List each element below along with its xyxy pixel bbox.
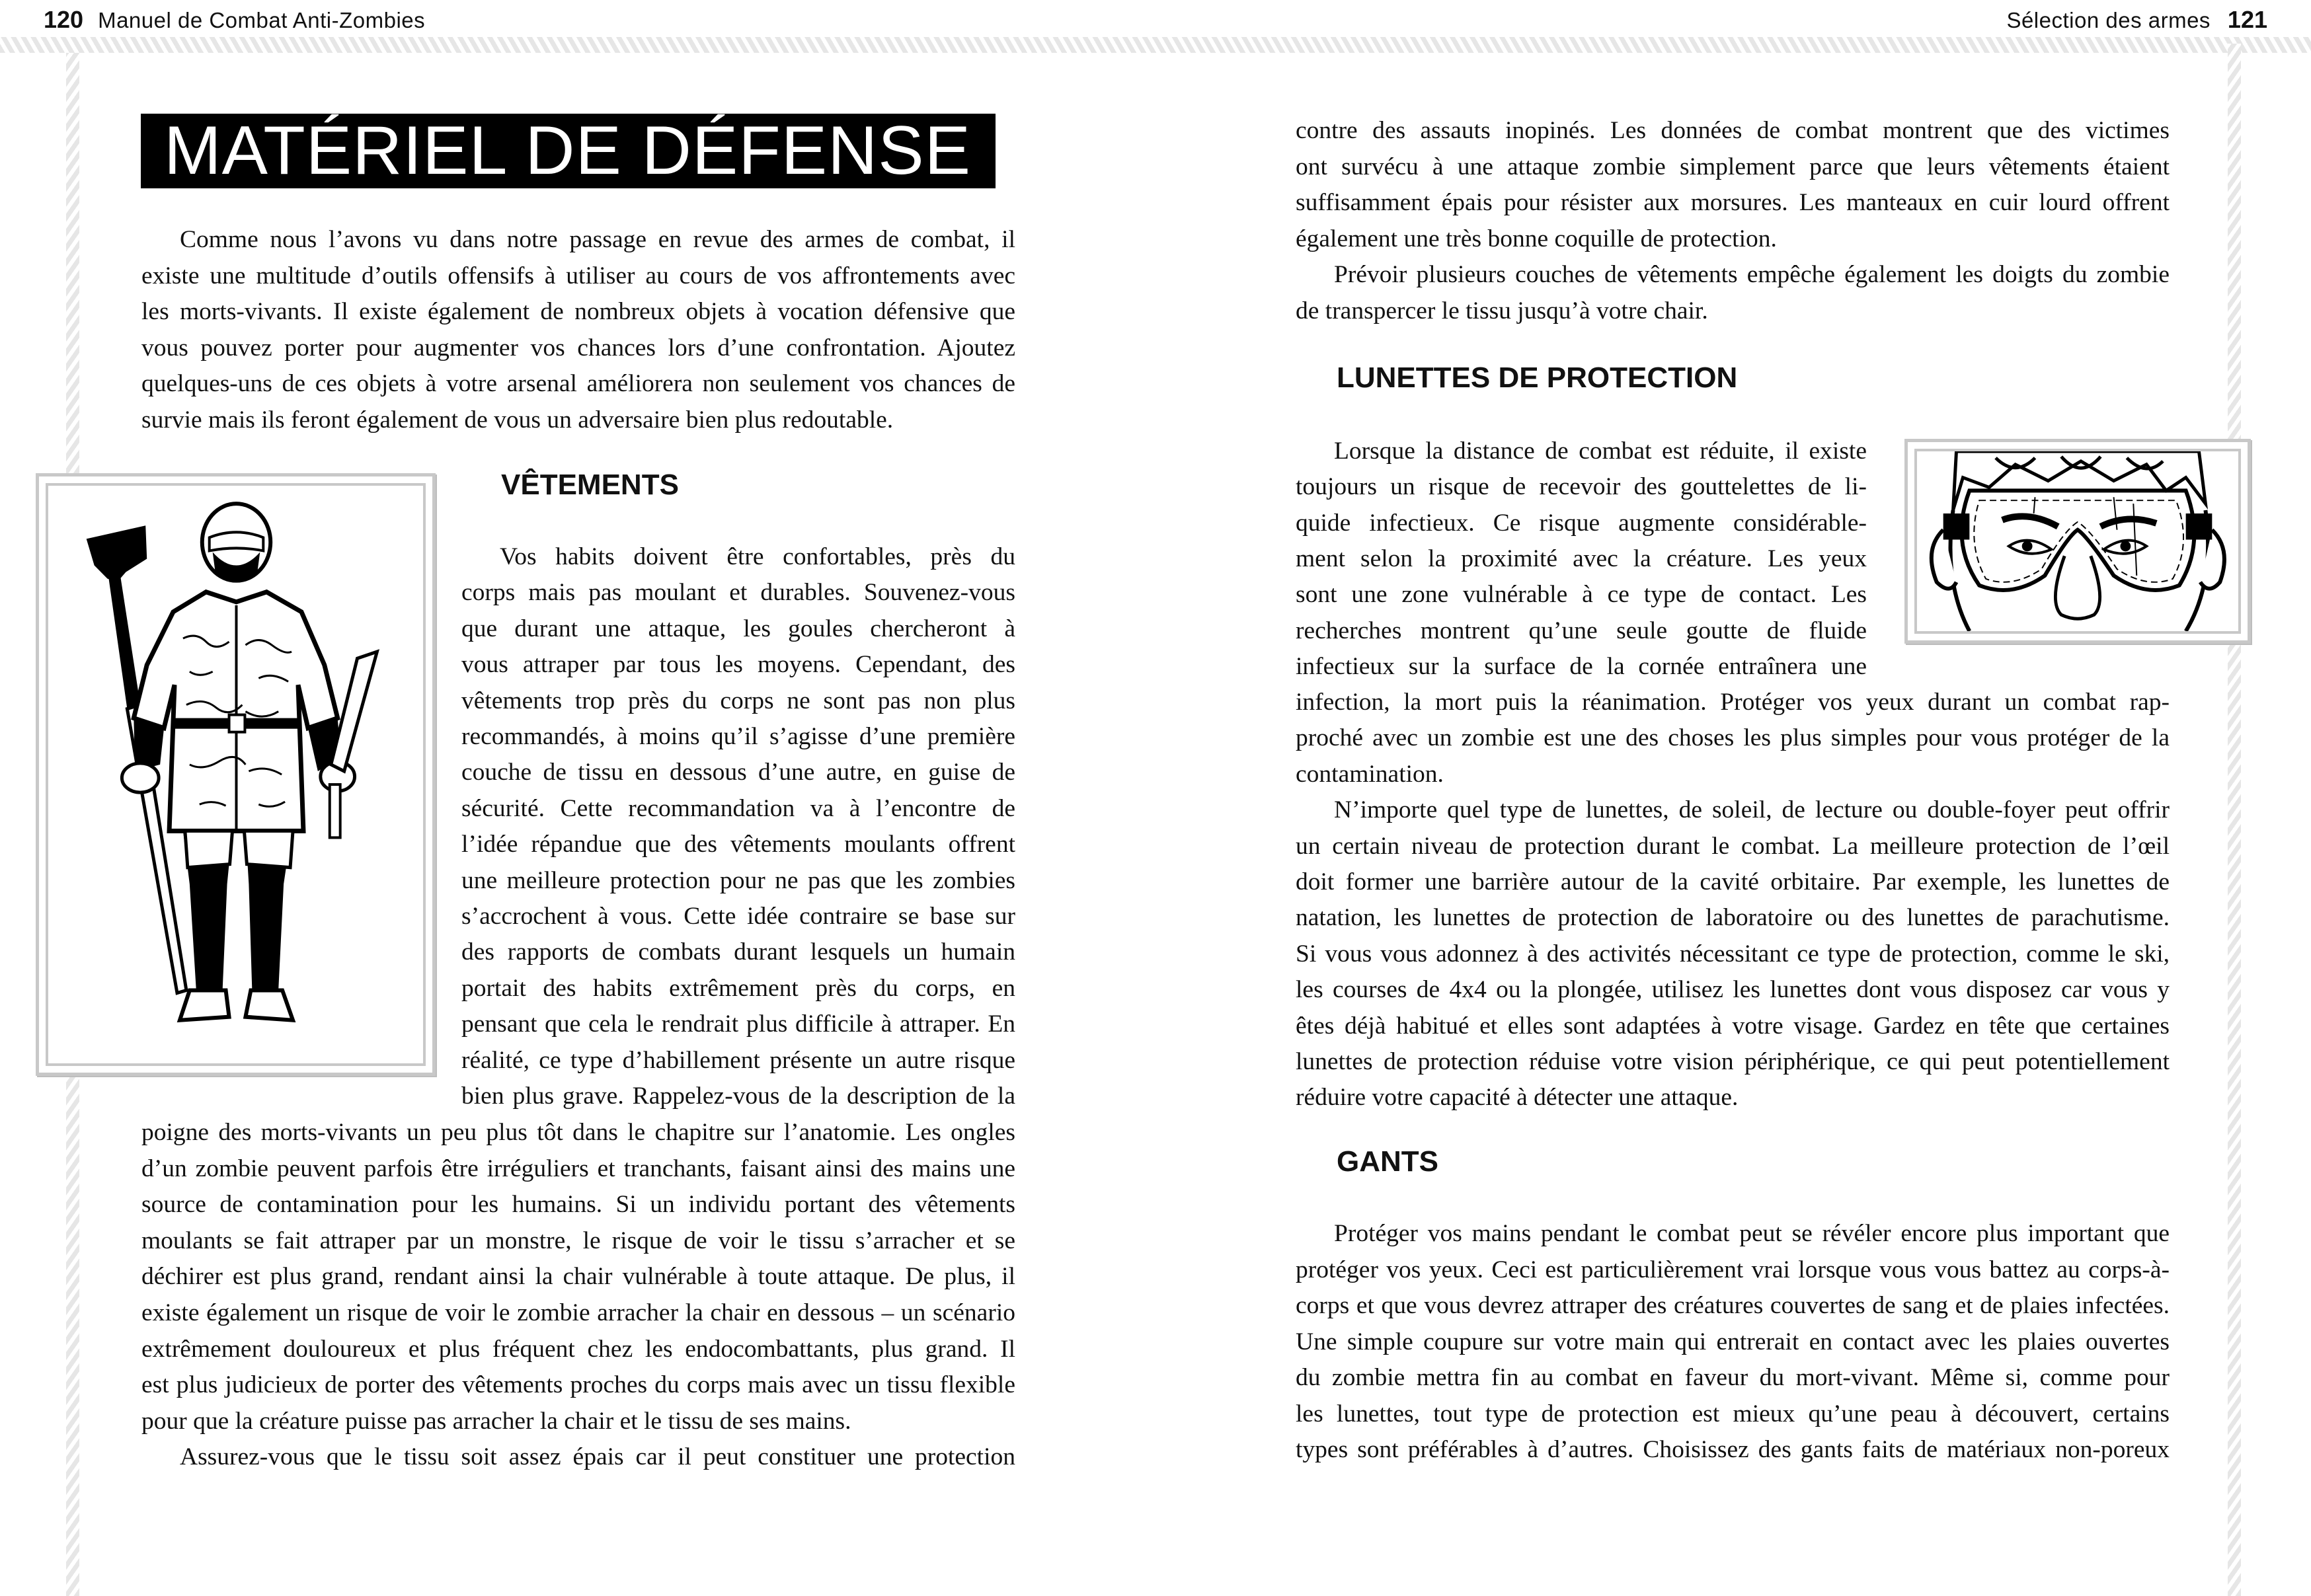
text-line: suffisamment épais pour résister aux morsures. Les manteaux en cuir lourd offrent [1296,189,2170,217]
chapter-name: Sélection des armes [2006,8,2211,32]
text-line: déchirer est plus grand, rendant ainsi la chair vulnérable à toute attaque. De plus, il [141,1263,1015,1291]
text-line: d’un zombie peuvent parfois être irréguliers et tranchants, faisant ainsi des mains une [141,1155,1015,1182]
text-line: pensant que cela le rendrait plus difficile à attraper. En [461,1010,1015,1038]
top-hatch-border [0,37,2311,53]
text-line: existe une multitude d’outils offensifs à utiliser au cours de vos affrontements avec [141,262,1015,289]
text-line: recherches montrent qu’une seule goutte de fluide [1296,617,1867,644]
text-line: lunettes de protection réduise votre vision périphérique, ce qui peut potentiellement [1296,1048,2170,1075]
text-line: bien plus grave. Rappelez-vous de la description de la [461,1083,1015,1110]
text-line: s’accrochent à vous. Cette idée contraire se base sur [461,903,1015,930]
text-line: Vos habits doivent être confortables, près du [500,543,1015,570]
text-line: quide infectieux. Ce risque augmente considérable- [1296,509,1867,537]
text-line: Prévoir plusieurs couches de vêtements empêche également les doigts du zombie [1334,261,2170,289]
book-title: Manuel de Combat Anti-Zombies [98,8,426,32]
text-line: recommandés, à moins qu’il s’agisse d’une première [461,723,1015,750]
right-hatch-border [2228,44,2241,1596]
illustration-frame-survivor [36,473,436,1076]
text-line: source de contamination pour les humains. Si un individu portant des vêtements [141,1191,1015,1219]
text-line: infection, la mort puis la réanimation. Protéger vos yeux durant un combat rap- [1296,689,2170,716]
left-running-head [44,5,425,35]
text-line: extrêmement douloureux et plus fréquent chez les endocombattants, plus grand. Il [141,1335,1015,1363]
section-heading-vetements: VÊTEMENTS [501,469,679,501]
text-line: protéger vos yeux. Ceci est particulièrement vrai lorsque vous vous battez au corps-à- [1296,1256,2170,1283]
text-line: poigne des morts-vivants un peu plus tôt dans le chapitre sur l’anatomie. Les ongles [141,1119,1015,1146]
text-line: quelques-uns de ces objets à votre arsenal améliorera non seulement vos chances de [141,370,1015,398]
text-line: proché avec un zombie est une des choses les plus simples pour vous protéger de la [1296,724,2170,752]
text-line: du zombie mettra fin au combat en faveur du mort-vivant. Même si, comme pour [1296,1364,2170,1391]
text-line: N’importe quel type de lunettes, de soleil, de lecture ou double-foyer peut offrir [1334,796,2170,824]
text-line: pour que la créature puisse pas arracher la chair et le tissu de ses mains. [141,1407,851,1435]
text-line: les courses de 4x4 ou la plongée, utilisez les lunettes dont vous disposez car vous y [1296,976,2170,1004]
text-line: également une très bonne coquille de protection. [1296,225,1777,252]
text-line: Comme nous l’avons vu dans notre passage en revue des armes de combat, il [180,226,1015,253]
page-number-right: 121 [2227,6,2267,33]
text-line: Assurez-vous que le tissu soit assez épais car il peut constituer une protection [180,1443,1015,1471]
text-line: de transpercer le tissu jusqu’à votre chair. [1296,297,1708,324]
text-line: contamination. [1296,760,1444,788]
text-line: types sont préférables à d’autres. Choisissez des gants faits de matériaux non-poreux [1296,1436,2170,1463]
text-line: un certain niveau de protection durant le combat. La meilleure protection de l’œil [1296,832,2170,860]
text-line: êtes déjà habitué et elles sont adaptées à votre visage. Gardez en tête que certaines [1296,1012,2170,1040]
text-line: corps et que vous devrez attraper des créatures couvertes de sang et de plaies infectées. [1296,1292,2170,1319]
text-line: portait des habits extrêmement près du corps, en [461,974,1015,1002]
chapter-title: MATÉRIEL DE DÉFENSE [141,114,996,188]
text-line: survie mais ils feront également de vous un adversaire bien plus redoutable. [141,406,894,434]
soldier-with-shovel-illustration [48,486,423,1063]
section-heading-lunettes: LUNETTES DE PROTECTION [1337,361,1738,394]
text-line: est plus judicieux de porter des vêtements proches du corps mais avec un tissu flexible [141,1371,1015,1399]
illustration-frame-goggles [1904,439,2251,644]
text-line: corps mais pas moulant et durables. Souvenez-vous [461,579,1015,607]
face-with-goggles-illustration [1917,451,2238,631]
text-line: ment selon la proximité avec la créature. Les yeux [1296,545,1867,572]
text-line: les lunettes, tout type de protection est mieux qu’une peau à découvert, certains [1296,1400,2170,1427]
text-line: natation, les lunettes de protection de laboratoire ou des lunettes de parachutisme. [1296,904,2170,932]
text-line: Protéger vos mains pendant le combat peut se révéler encore plus important que [1334,1220,2170,1247]
text-line: infectieux sur la surface de la cornée entraînera une [1296,652,1867,680]
text-line: réalité, ce type d’habillement présente un autre risque [461,1046,1015,1074]
text-line: toujours un risque de recevoir des gouttelettes de li- [1296,473,1867,501]
text-line: Si vous vous adonnez à des activités nécessitant ce type de protection, comme le ski, [1296,940,2170,968]
text-line: couche de tissu en dessous d’une autre, en guise de [461,759,1015,786]
text-line: des rapports de combats durant lesquels un humain [461,938,1015,966]
text-line: vêtements trop près du corps ne sont pas non plus [461,687,1015,714]
text-line: ont survécu à une attaque zombie simplement parce que leurs vêtements étaient [1296,153,2170,180]
text-line: contre des assauts inopinés. Les données de combat montrent que des victimes [1296,117,2170,144]
text-line: que durant une attaque, les goules chercheront à [461,615,1015,642]
text-line: l’idée répandue que des vêtements moulants offrent [461,831,1015,858]
text-line: moulants se fait attraper par un monstre, le risque de voir le tissu s’arracher et se [141,1227,1015,1254]
text-line: sont une zone vulnérable à ce type de contact. Les [1296,581,1867,609]
text-line: sécurité. Cette recommandation va à l’encontre de [461,794,1015,822]
text-line: existe également un risque de voir le zombie arracher la chair en dessous – un scénario [141,1299,1015,1326]
section-heading-gants: GANTS [1337,1145,1438,1178]
text-line: vous attraper par tous les moyens. Cependant, des [461,651,1015,679]
text-line: doit former une barrière autour de la cavité orbitaire. Par exemple, les lunettes de [1296,868,2170,895]
right-running-head [2006,5,2267,35]
text-line: les morts-vivants. Il existe également de nombreux objets à vocation défensive que [141,298,1015,326]
page-number-left: 120 [44,6,84,33]
text-line: une meilleure protection pour ne pas que les zombies [461,866,1015,894]
text-line: vous pouvez porter pour augmenter vos chances lors d’une confrontation. Ajoutez [141,334,1015,361]
text-line: Lorsque la distance de combat est réduite, il existe [1334,437,1867,465]
text-line: Une simple coupure sur votre main qui entrerait en contact avec les plaies ouvertes [1296,1328,2170,1355]
text-line: réduire votre capacité à détecter une attaque. [1296,1084,1739,1112]
